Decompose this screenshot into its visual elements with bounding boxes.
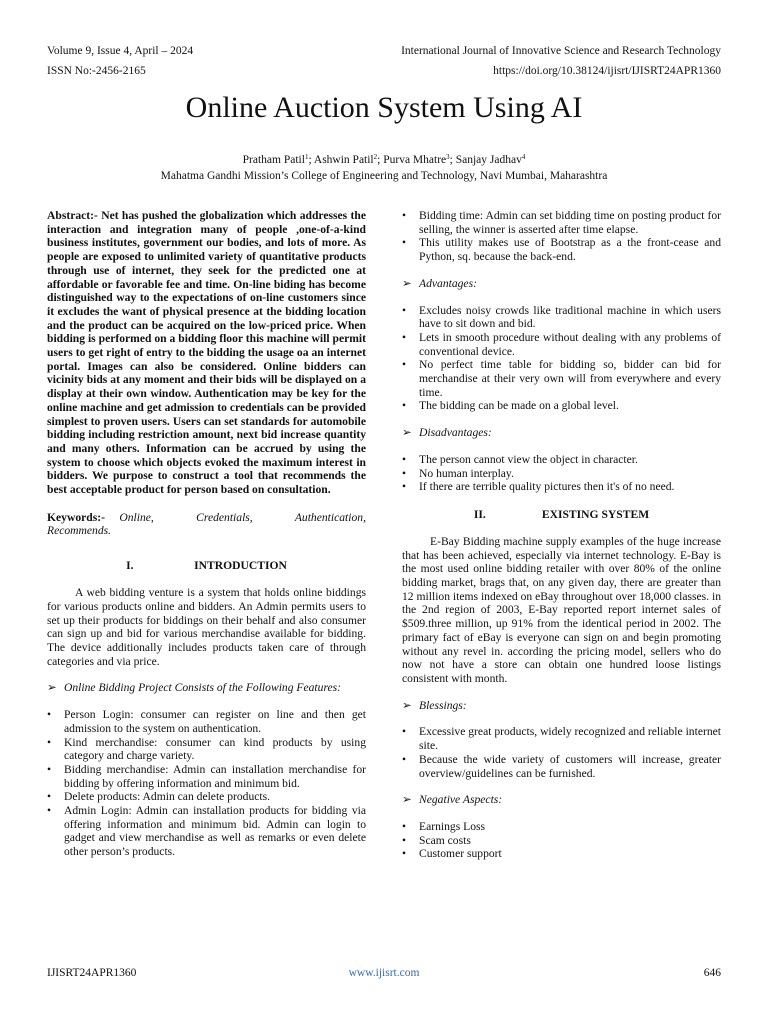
page-number: 646: [703, 967, 721, 979]
author-affiliation-mark: 4: [521, 153, 526, 161]
bullet-dot-icon: •: [402, 480, 407, 494]
disadvantages-heading: ➢ Disadvantages:: [402, 426, 492, 440]
left-column: [47, 209, 366, 859]
list-item: • No human interplay.: [402, 466, 514, 480]
author-name: Ashwin Patil: [313, 154, 374, 166]
list-item: • This utility makes use of Bootstrap as a the front-cease and Python, sq. because the back-end.: [402, 236, 721, 264]
intro-paragraph: A web bidding venture is a system that holds online biddings for various products online and bidders. An Admin permits users to set up their products for biddings on their behalf and also consumer can sign up and bid for various merchandise available for bidding. The device additionally includes products taken care of through categories and via price.: [47, 586, 366, 668]
disadvantages-list: [402, 453, 721, 494]
affiliation: Mahatma Gandhi Mission’s College of Engineering and Technology, Navi Mumbai, Maharashtra: [160, 170, 608, 182]
list-item: • Scam costs: [402, 833, 471, 847]
list-item: • Person Login: consumer can register on line and then get admission to the system on authentication.: [47, 708, 366, 735]
list-item: • The person cannot view the object in character.: [402, 452, 638, 466]
list-item: • Excessive great products, widely recognized and reliable internet site.: [402, 725, 721, 753]
bullet-dot-icon: •: [47, 804, 52, 818]
list-item: • Earnings Loss: [402, 819, 486, 833]
bullet-dot-icon: •: [402, 236, 407, 250]
bullet-dot-icon: •: [402, 466, 407, 480]
bullet-dot-icon: •: [47, 708, 52, 722]
bullet-dot-icon: •: [47, 790, 52, 804]
bullet-dot-icon: •: [402, 725, 407, 739]
issn: ISSN No:-2456-2165: [47, 65, 146, 77]
author-list: Pratham Patil$^1$; Ashwin Patil$^2$; Purva Mhatre$^3$; Sanjay Jadhav$^4$: [242, 153, 526, 166]
bullet-dot-icon: •: [402, 452, 407, 466]
negative-aspects-list: [402, 820, 721, 861]
arrow-bullet-icon: ➢: [47, 681, 57, 695]
bullet-dot-icon: •: [47, 735, 52, 749]
list-item: • Bidding time: Admin can set bidding time on posting product for selling, the winner is asserted after time elapse.: [402, 209, 721, 236]
existing-system-paragraph: E-Bay Bidding machine supply examples of the huge increase that has been achieved, especially via internet technology. E-Bay is the most used online bidding retailer with over 80% of the online bidding market, brags that, on any given day, there are greater than 12 million items indexed on eBay throughout over 18,000 classes. in the 2nd region of 2003, E-Bay reported report internet sales of $509.three million, up 91% from the identical period in 2002. The primary fact of eBay is everyone can sign on and begin promoting without any revel in. according the pricing model, sellers who do now not have a store can obtain one hundred loose listings consistent with month.: [402, 534, 721, 685]
list-item: • Customer support: [402, 847, 502, 861]
arrow-bullet-icon: ➢: [402, 426, 412, 440]
journal-name: International Journal of Innovative Science and Research Technology: [401, 45, 721, 57]
list-item: • Excludes noisy crowds like traditional machine in which users have to sit down and bid.: [402, 303, 721, 331]
arrow-bullet-icon: ➢: [402, 276, 412, 290]
doi-link[interactable]: https://doi.org/10.38124/ijisrt/IJISRT24APR1360: [493, 65, 721, 77]
arrow-bullet-icon: ➢: [402, 698, 412, 712]
author-name: Sanjay Jadhav: [455, 154, 522, 166]
section-heading-introduction: I. INTRODUCTION: [126, 559, 287, 573]
volume-issue: Volume 9, Issue 4, April – 2024: [47, 45, 194, 57]
keywords-text: Online, Credentials, Authentication, Recommends.: [47, 510, 366, 538]
bullet-dot-icon: •: [402, 399, 407, 413]
author-affiliation-mark: 3: [446, 153, 450, 161]
list-item: • Lets in smooth procedure without dealing with any problems of conventional device.: [402, 330, 721, 358]
bullet-dot-icon: •: [402, 330, 407, 344]
bullet-dot-icon: •: [402, 847, 407, 861]
list-item: • Because the wide variety of customers will increase, greater overview/guidelines can be furnished.: [402, 752, 721, 780]
abstract: Abstract:- Net has pushed the globalization which addresses the interaction and integration many of people ,one-of-a-kind business institutes, government our bodies, and lots of more. As people are exposed to unlimited variety of quantitative products through use of internet, they seek for the predicted one at affordable or favorable fee and time. On-line biding has become distinguished way to the expectations of on-line customers since it excludes the want of physical presence at the bidding location and the product can be acquired on the low-priced price. When bidding is performed on a bidding floor this machine will permit users to get right of entry to the bidding the usage oa an internet portal. Images can also be considered. Online bidders can vicinity bids at any moment and their bids will be displayed on a display at their own window. Authentication may be key for the online machine and get admission to credentials can be provided simplest to proven users. Users can set standards for automobile bidding including restriction amount, next bid increase quantity and many others. Information can be accrued by using the system to choose which objects evoked the maximum interest in bidders. We purpose to construct a tool that recommends the best acceptable product for person based on consultation.: [47, 209, 366, 497]
features-heading: ➢ Online Bidding Project Consists of the Following Features:: [47, 681, 342, 695]
bullet-dot-icon: •: [402, 819, 407, 833]
bullet-dot-icon: •: [402, 752, 407, 766]
bullet-dot-icon: •: [402, 209, 407, 222]
advantages-list: [402, 304, 721, 414]
arrow-bullet-icon: ➢: [402, 793, 412, 807]
list-item: • If there are terrible quality pictures then it's of no need.: [402, 480, 675, 494]
author-name: Purva Mhatre: [383, 154, 447, 166]
footer-website-link[interactable]: www.ijisrt.com: [348, 967, 420, 979]
footer-id: IJISRT24APR1360: [47, 967, 137, 979]
blessings-list: [402, 725, 721, 780]
paper-title: Online Auction System Using AI: [185, 91, 583, 124]
keywords: [47, 511, 366, 538]
negative-aspects-heading: ➢ Negative Aspects:: [402, 793, 503, 807]
features-list: [47, 708, 366, 859]
list-item: • Admin Login: Admin can installation products for bidding via offering information and minimum bid. Admin can login to gadget and view merchandise as well as remarks or even delete other person’s products.: [47, 804, 366, 859]
blessings-heading: ➢ Blessings:: [402, 698, 467, 712]
list-item: • Delete products: Admin can delete products.: [47, 790, 271, 804]
author-name: Pratham Patil: [242, 154, 305, 166]
author-affiliation-mark: 2: [373, 153, 378, 161]
list-item: • No perfect time table for bidding so, bidder can bid for merchandise at their very own will from everywhere and every time.: [402, 358, 721, 399]
list-item: • The bidding can be made on a global level.: [402, 399, 619, 413]
bullet-dot-icon: •: [402, 833, 407, 847]
bullet-dot-icon: •: [402, 303, 407, 317]
section-heading-existing-system: II. EXISTING SYSTEM: [473, 507, 650, 521]
bullet-dot-icon: •: [402, 358, 407, 372]
author-affiliation-mark: 1: [304, 153, 309, 161]
bullet-dot-icon: •: [47, 762, 52, 776]
advantages-heading: ➢ Advantages:: [402, 276, 477, 290]
right-column: [402, 209, 721, 861]
list-item: • Bidding merchandise: Admin can installation merchandise for bidding by offering information and minimum bid.: [47, 762, 366, 790]
bidding-bullets: [402, 209, 721, 264]
keywords-label: Keywords:-: [47, 510, 105, 524]
list-item: • Kind merchandise: consumer can kind products by using category and charge variety.: [47, 735, 366, 763]
